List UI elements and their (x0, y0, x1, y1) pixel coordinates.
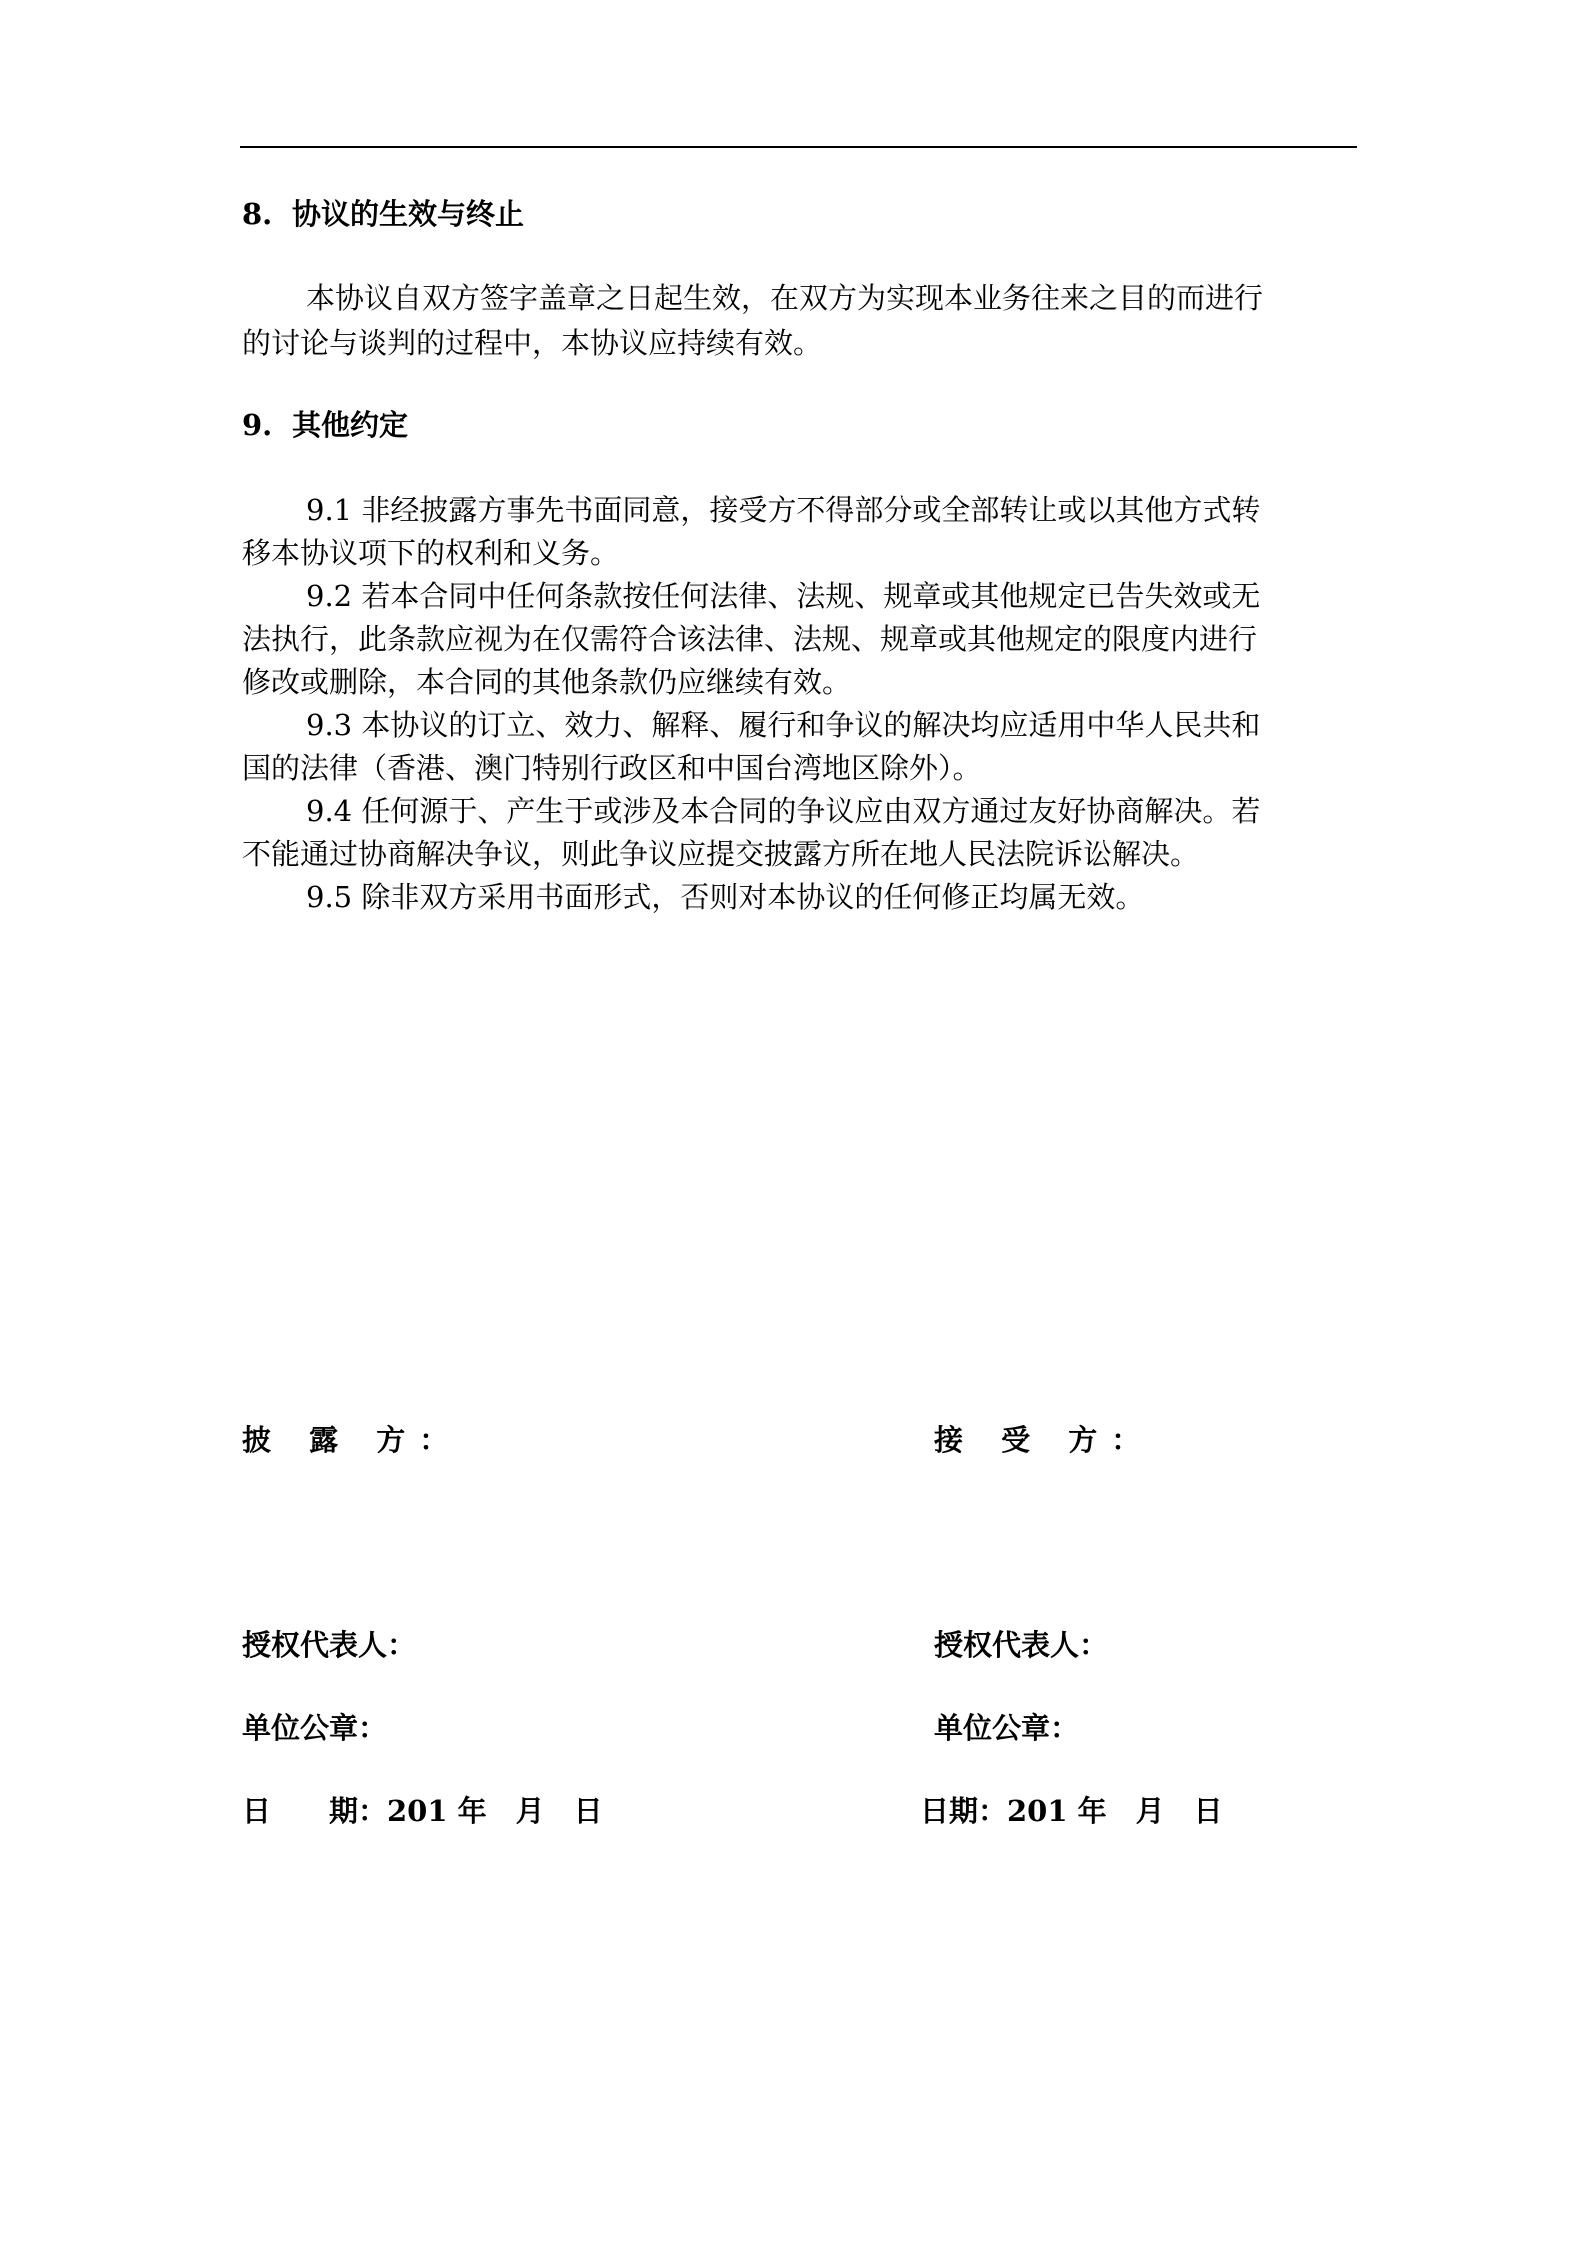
section-8-heading (242, 197, 524, 231)
left-company-seal-label: 单位公章： (242, 1711, 388, 1745)
left-authorized-rep-label: 授权代表人： (242, 1628, 417, 1662)
section-8-line: 的讨论与谈判的过程中，本协议应持续有效。 (242, 326, 823, 360)
receiving-party-label-text: 接 受 方： (934, 1423, 1155, 1457)
header-rule (240, 146, 1357, 148)
section-9-title: 其他约定 (292, 408, 409, 442)
right-company-seal-label: 单位公章： (934, 1711, 1080, 1745)
clause-9-4-line: 9.4 任何源于、产生于或涉及本合同的争议应由双方通过友好协商解决。若 (306, 794, 1261, 828)
right-date-label: 日期：201 年 月 日 (920, 1794, 1223, 1828)
clause-9-4-line: 不能通过协商解决争议，则此争议应提交披露方所在地人民法院诉讼解决。 (242, 837, 1200, 871)
clause-9-3-line: 国的法律（香港、澳门特别行政区和中国台湾地区除外）。 (242, 751, 982, 785)
section-9-heading (242, 408, 408, 442)
clause-9-2-line: 法执行，此条款应视为在仅需符合该法律、法规、规章或其他规定的限度内进行 (242, 622, 1258, 656)
clause-9-3-line: 9.3 本协议的订立、效力、解释、履行和争议的解决均应适用中华人民共和 (306, 708, 1261, 742)
clause-9-2-line: 修改或删除，本合同的其他条款仍应继续有效。 (242, 665, 852, 699)
clause-9-1-line: 移本协议项下的权利和义务。 (242, 536, 620, 570)
section-8-number: 8. (242, 197, 273, 231)
clause-9-1-line: 9.1 非经披露方事先书面同意，接受方不得部分或全部转让或以其他方式转 (306, 493, 1261, 527)
disclosing-party-label (242, 1423, 462, 1457)
section-8-line: 本协议自双方签字盖章之日起生效，在双方为实现本业务往来之目的而进行 (306, 281, 1264, 315)
section-8-title: 协议的生效与终止 (292, 197, 525, 231)
right-authorized-rep-label: 授权代表人： (934, 1628, 1109, 1662)
left-date-label: 日 期：201 年 月 日 (242, 1794, 603, 1828)
disclosing-party-label-text: 披 露 方： (242, 1423, 463, 1457)
clause-9-2-line: 9.2 若本合同中任何条款按任何法律、法规、规章或其他规定已告失效或无 (306, 579, 1261, 613)
clause-9-5-line: 9.5 除非双方采用书面形式，否则对本协议的任何修正均属无效。 (306, 880, 1145, 914)
section-9-number: 9. (242, 408, 273, 442)
receiving-party-label (934, 1423, 1154, 1457)
